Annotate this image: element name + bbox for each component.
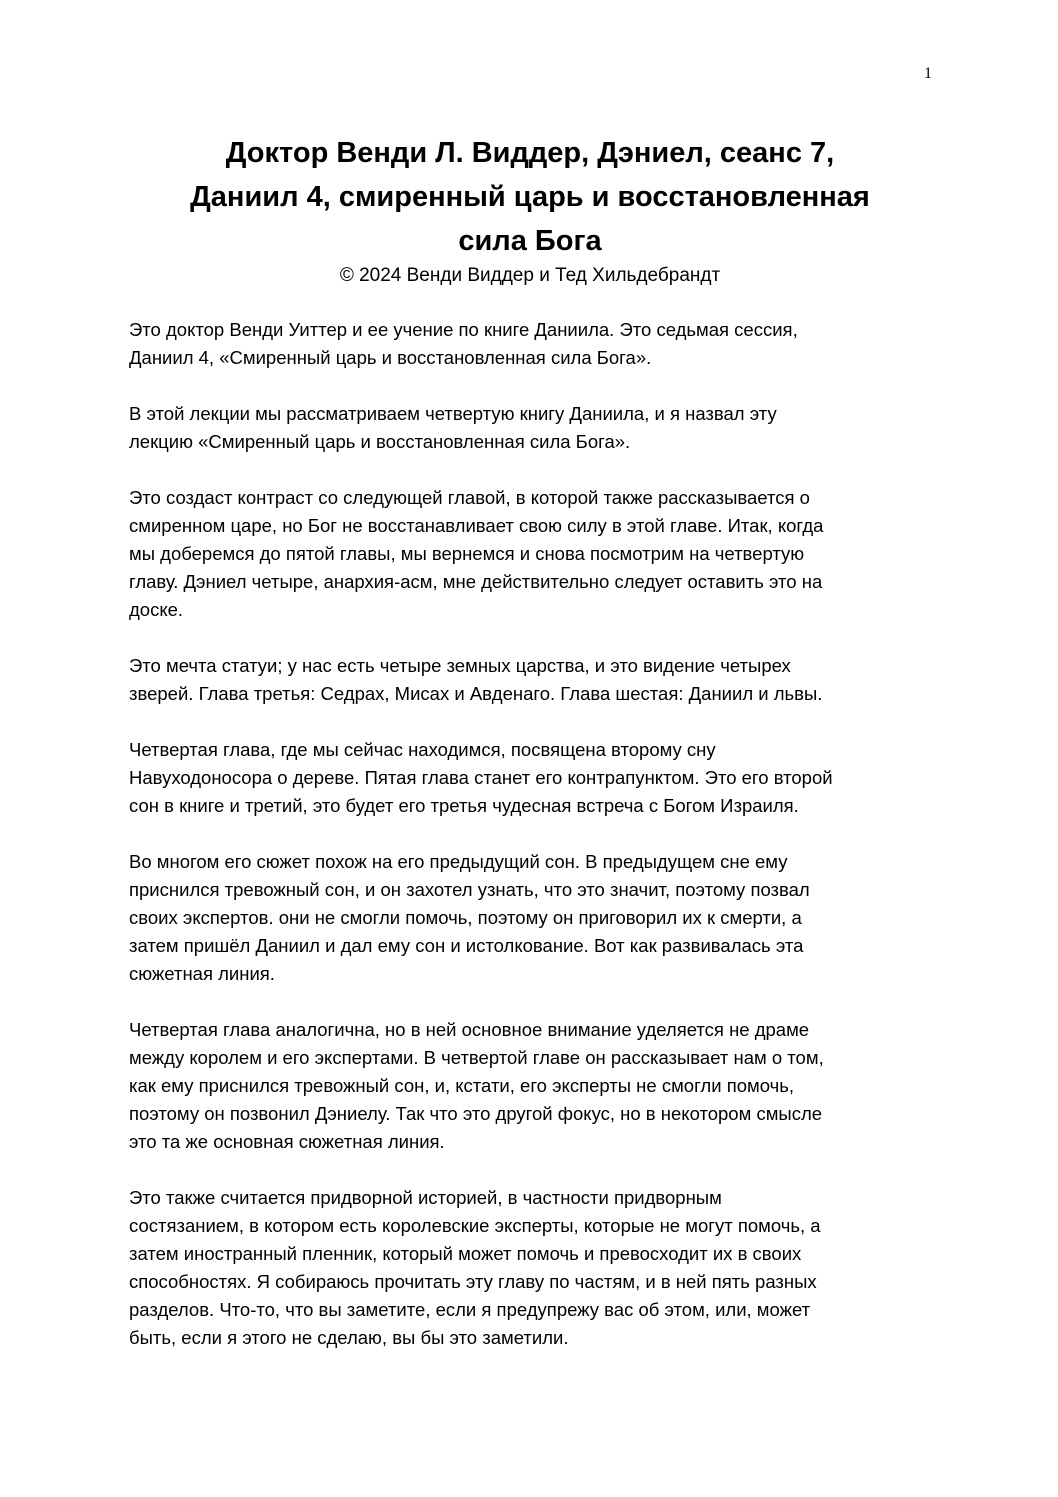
text-line: между королем и его экспертами. В четвертой главе он рассказывает нам о том,	[129, 1047, 824, 1068]
text-line: состязанием, в котором есть королевские эксперты, которые не могут помочь, а	[129, 1215, 821, 1236]
text-line: лекцию «Смиренный царь и восстановленная сила Бога».	[129, 431, 631, 452]
text-line: смиренном царе, но Бог не восстанавливает свою силу в этой главе. Итак, когда	[129, 515, 824, 536]
text-line: В этой лекции мы рассматриваем четвертую книгу Даниила, и я назвал эту	[129, 403, 777, 424]
text-line: сон в книге и третий, это будет его третья чудесная встреча с Богом Израиля.	[129, 795, 799, 816]
text-line: поэтому он позвонил Дэниелу. Так что это другой фокус, но в некотором смысле	[129, 1103, 823, 1124]
text-line: доске.	[129, 599, 184, 620]
text-line: Даниил 4, «Смиренный царь и восстановленная сила Бога».	[129, 347, 652, 368]
text-line: Это создаст контраст со следующей главой, в которой также рассказывается о	[129, 487, 810, 508]
page-number: 1	[924, 65, 932, 82]
paragraph-8	[129, 1184, 929, 1352]
text-line: затем иностранный пленник, который может помочь и превосходит их в своих	[129, 1243, 802, 1264]
paragraph-6	[129, 848, 929, 988]
text-line: сюжетная линия.	[129, 963, 275, 984]
copyright-notice: © 2024 Венди Виддер и Тед Хильдебрандт	[339, 265, 721, 286]
text-line: главу. Дэниел четыре, анархия-асм, мне действительно следует оставить это на	[129, 571, 823, 592]
text-line: зверей. Глава третья: Седрах, Мисах и Авденаго. Глава шестая: Даниил и львы.	[129, 683, 823, 704]
text-line: Четвертая глава аналогична, но в ней основное внимание уделяется не драме	[129, 1019, 810, 1040]
text-line: мы доберемся до пятой главы, мы вернемся и снова посмотрим на четвертую	[129, 543, 805, 564]
document-body	[129, 316, 929, 1380]
text-line: Это также считается придворной историей, в частности придворным	[129, 1187, 722, 1208]
paragraph-2	[129, 400, 929, 456]
text-line: Это доктор Венди Уиттер и ее учение по книге Даниила. Это седьмая сессия,	[129, 319, 798, 340]
text-line: своих экспертов. они не смогли помочь, поэтому он приговорил их к смерти, а	[129, 907, 802, 928]
title-line: Даниил 4, смиренный царь и восстановленная	[190, 181, 870, 213]
text-line: Навуходоносора о дереве. Пятая глава станет его контрапунктом. Это его второй	[129, 767, 833, 788]
title-line: сила Бога	[458, 225, 602, 257]
text-line: это та же основная сюжетная линия.	[129, 1131, 445, 1152]
document-title	[130, 131, 930, 263]
text-line: быть, если я этого не сделаю, вы бы это заметили.	[129, 1327, 569, 1348]
title-block	[130, 131, 930, 289]
title-line: Доктор Венди Л. Виддер, Дэниел, сеанс 7,	[225, 137, 835, 169]
text-line: Это мечта статуи; у нас есть четыре земных царства, и это видение четырех	[129, 655, 791, 676]
text-line: как ему приснился тревожный сон, и, кстати, его эксперты не смогли помочь,	[129, 1075, 795, 1096]
paragraph-7	[129, 1016, 929, 1156]
text-line: Четвертая глава, где мы сейчас находимся, посвящена второму сну	[129, 739, 716, 760]
paragraph-5	[129, 736, 929, 820]
text-line: приснился тревожный сон, и он захотел узнать, что это значит, поэтому позвал	[129, 879, 810, 900]
paragraph-3	[129, 484, 929, 624]
text-line: способностях. Я собираюсь прочитать эту главу по частям, и в ней пять разных	[129, 1271, 817, 1292]
text-line: затем пришёл Даниил и дал ему сон и истолкование. Вот как развивалась эта	[129, 935, 804, 956]
text-line: разделов. Что-то, что вы заметите, если я предупрежу вас об этом, или, может	[129, 1299, 811, 1320]
text-line: Во многом его сюжет похож на его предыдущий сон. В предыдущем сне ему	[129, 851, 788, 872]
paragraph-4	[129, 652, 929, 708]
paragraph-1	[129, 316, 929, 372]
